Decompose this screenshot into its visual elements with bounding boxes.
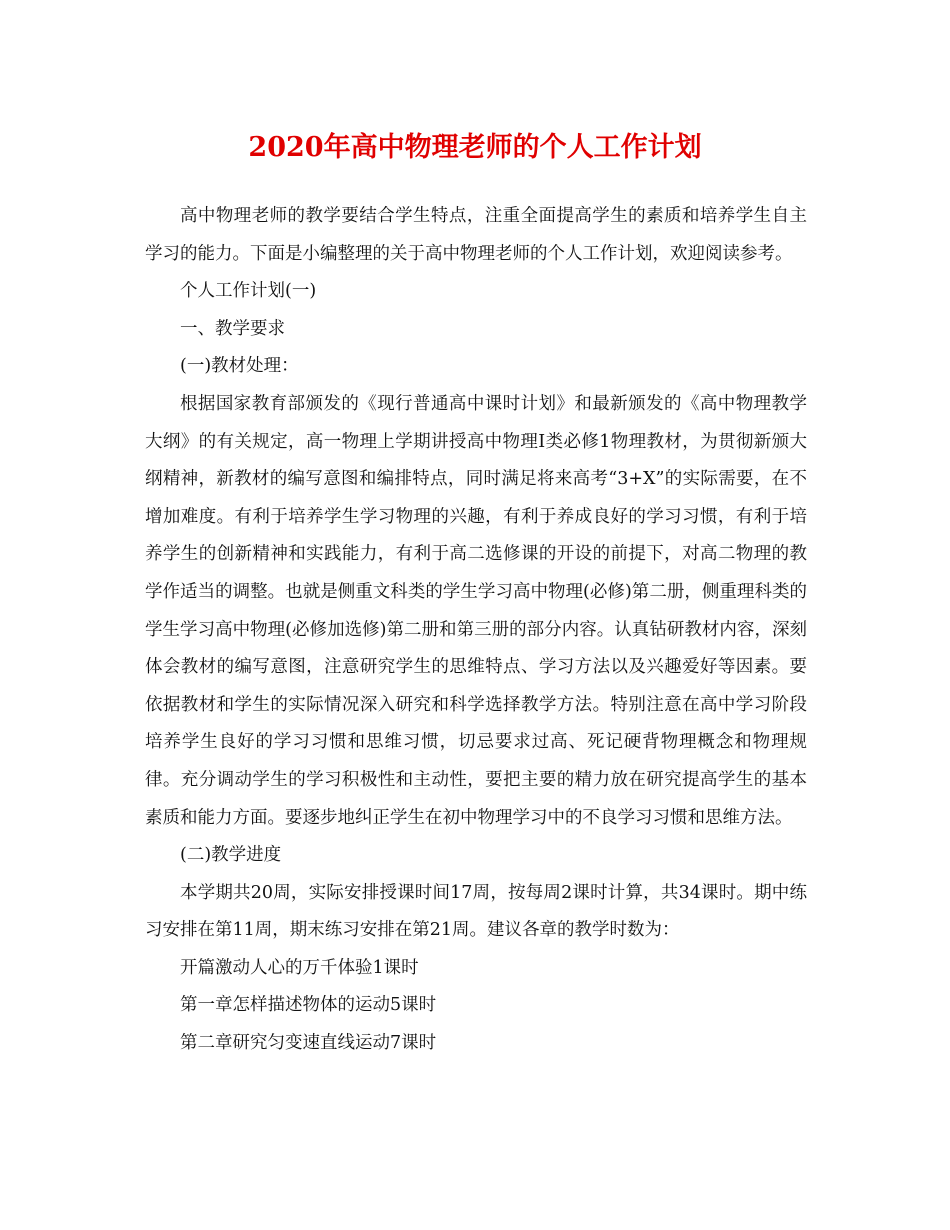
subsection-heading-materials: (一)教材处理： [180, 356, 299, 377]
section-heading-requirements: 一、教学要求 [180, 318, 285, 339]
plan-heading: 个人工作计划(一) [180, 281, 317, 302]
schedule-item: 第二章研究匀变速直线运动7课时 [180, 1033, 437, 1054]
progress-paragraph: 本学期共20周，实际安排授课时间17周，按每周2课时计算，共34课时。期中练习安排在第11周，期末练习安排在第21周。建议各章的教学时数为： [145, 882, 807, 941]
document-body [145, 198, 807, 1063]
schedule-item: 第一章怎样描述物体的运动5课时 [180, 995, 437, 1016]
subsection-heading-progress: (二)教学进度 [180, 845, 282, 866]
document-title: 2020年高中物理老师的个人工作计划 [248, 132, 702, 163]
intro-paragraph: 高中物理老师的教学要结合学生特点，注重全面提高学生的素质和培养学生自主学习的能力。下面是小编整理的关于高中物理老师的个人工作计划，欢迎阅读参考。 [145, 206, 807, 264]
schedule-item: 开篇激动人心的万千体验1课时 [180, 957, 419, 978]
materials-paragraph: 根据国家教育部颁发的《现行普通高中课时计划》和最新颁发的《高中物理教学大纲》的有关规定，高一物理上学期讲授高中物理Ⅰ类必修1物理教材，为贯彻新颁大纲精神，新教材的编写意图和编排特点，同时满足将来高考“3+X”的实际需要，在不增加难度。有利于培养学生学习物理的兴趣，有利于养成良好的学习习惯，有利于培养学生的创新精神和实践能力，有利于高二选修课的开设的前提下，对高二物理的教学作适当的调整。也就是侧重文科类的学生学习高中物理(必修)第二册，侧重理科类的学生学习高中物理(必修加选修)第二册和第三册的部分内容。认真钻研教材内容，深刻体会教材的编写意图，注意研究学生的思维特点、学习方法以及兴趣爱好等因素。要依据教材和学生的实际情况深入研究和科学选择教学方法。特别注意在高中学习阶段培养学生良好的学习习惯和思维习惯，切忌要求过高、死记硬背物理概念和物理规律。充分调动学生的学习积极性和主动性，要把主要的精力放在研究提高学生的基本素质和能力方面。要逐步地纠正学生在初中物理学习中的不良学习习惯和思维方法。 [145, 393, 807, 828]
